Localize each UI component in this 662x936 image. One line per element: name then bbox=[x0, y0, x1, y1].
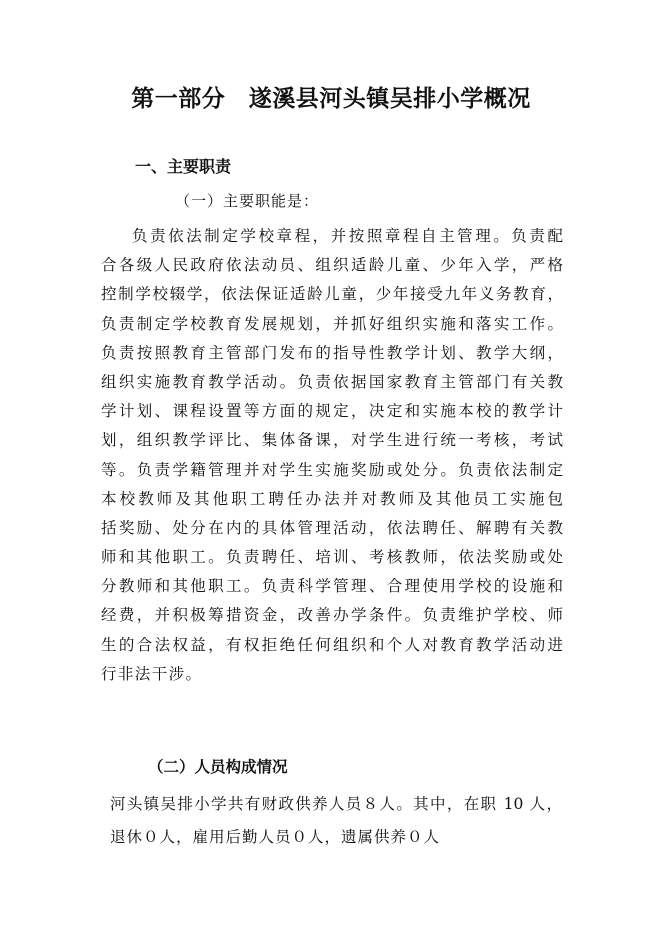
section-heading-main-duties: 一、主要职责 bbox=[135, 157, 232, 176]
paragraph-line: 分教师和其他职工。负责科学管理、合理使用学校的设施和 bbox=[101, 577, 563, 596]
paragraph-line: 负责依法制定学校章程，并按照章程自主管理。负责配 bbox=[132, 227, 563, 245]
paragraph-line: 控制学校辍学，依法保证适龄儿童，少年接受九年义务教育， bbox=[101, 285, 563, 304]
paragraph-line: 划，组织教学评比、集体备课，对学生进行统一考核，考试 bbox=[101, 431, 563, 450]
paragraph-line: 本校教师及其他职工聘任办法并对教师及其他员工实施包 bbox=[101, 489, 563, 508]
paragraph-line: 负责按照教育主管部门发布的指导性教学计划、教学大纲， bbox=[101, 343, 563, 362]
paragraph-line: 经费，并积极筹措资金，改善办学条件。负责维护学校、师 bbox=[101, 606, 563, 625]
paragraph-line: 河头镇吴排小学共有财政供养人员８人。其中，在职 10 人， bbox=[110, 795, 562, 813]
paragraph-line: 括奖励、处分在内的具体管理活动，依法聘任、解聘有关教 bbox=[101, 518, 563, 537]
paragraph-line: 等。负责学籍管理并对学生实施奖励或处分。负责依法制定 bbox=[101, 460, 563, 479]
paragraph-line: 负责制定学校教育发展规划，并抓好组织实施和落实工作。 bbox=[101, 314, 563, 333]
paragraph-line: 组织实施教育教学活动。负责依据国家教育主管部门有关教 bbox=[101, 372, 563, 391]
paragraph-line: 退休０人，雇用后勤人员０人，遗属供养０人 bbox=[110, 828, 441, 846]
paragraph-line: 行非法干涉。 bbox=[101, 664, 203, 683]
paragraph-line: 师和其他职工。负责聘任、培训、考核教师，依法奖励或处 bbox=[101, 548, 563, 567]
paragraph-line: 合各级人民政府依法动员、组织适龄儿童、少年入学，严格 bbox=[101, 256, 563, 275]
paragraph-line: 学计划、课程设置等方面的规定，决定和实施本校的教学计 bbox=[101, 402, 563, 421]
section-heading-staffing: （二）人员构成情况 bbox=[148, 758, 288, 776]
staffing-paragraph bbox=[110, 788, 562, 854]
subheading-main-functions: （一）主要职能是： bbox=[175, 192, 320, 210]
page-title: 第一部分 遂溪县河头镇吴排小学概况 bbox=[131, 86, 531, 112]
duties-paragraph bbox=[101, 222, 563, 689]
paragraph-line: 生的合法权益，有权拒绝任何组织和个人对教育教学活动进 bbox=[101, 635, 563, 654]
